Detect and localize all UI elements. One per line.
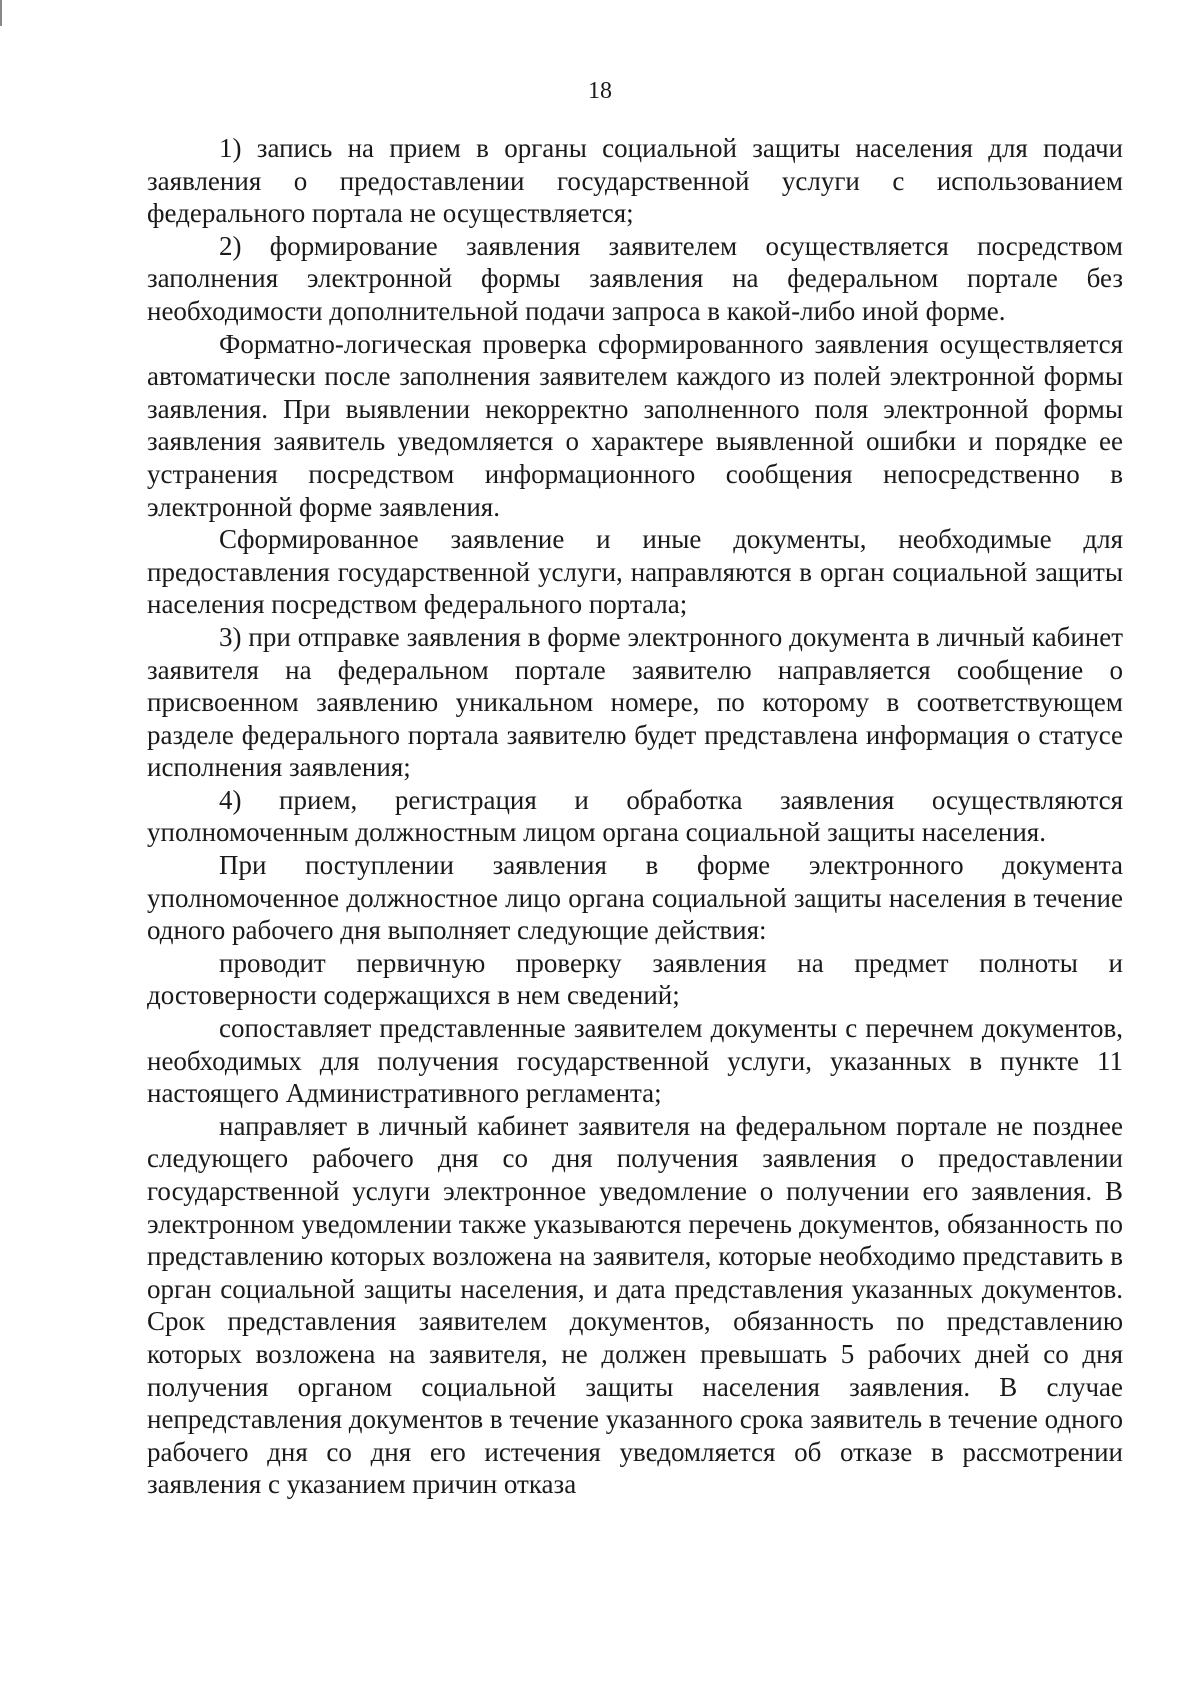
- page-number: 18: [588, 78, 612, 104]
- paragraph-item-1: 1) запись на прием в органы социальной защиты населения для подачи заявления о предоставлении государственной услуги с использованием федерального портала не осуществляется;: [147, 133, 1123, 229]
- scan-edge-mark: [0, 0, 2, 26]
- paragraph-send-notification: направляет в личный кабинет заявителя на федеральном портале не позднее следующего рабочего дня со дня получения заявления о предоставлении государственной услуги электронное уведомление о получении его заявления. В электронном уведомлении также указываются перечень документов, обязанность по представлению которых возложена на заявителя, которые необходимо представить в орган социальной защиты населения, и дата представления указанных документов. Срок представления заявителем документов, обязанность по представлению которых возложена на заявителя, не должен превышать 5 рабочих дней со дня получения органом социальной защиты населения заявления. В случае непредставления документов в течение указанного срока заявитель в течение одного рабочего дня со дня его истечения уведомляется об отказе в рассмотрении заявления с указанием причин отказа: [147, 1110, 1123, 1500]
- paragraph-on-receipt: При поступлении заявления в форме электронного документа уполномоченное должностное лицо органа социальной защиты населения в течение одного рабочего дня выполняет следующие действия:: [147, 850, 1123, 946]
- paragraph-item-4: 4) прием, регистрация и обработка заявления осуществляются уполномоченным должностным лицом органа социальной защиты населения.: [147, 784, 1123, 848]
- paragraph-formed-application: Сформированное заявление и иные документы, необходимые для предоставления государственной услуги, направляются в орган социальной защиты населения посредством федерального портала;: [147, 524, 1123, 620]
- paragraph-compare-documents: сопоставляет представленные заявителем документы с перечнем документов, необходимых для получения государственной услуги, указанных в пункте 11 настоящего Административного регламента;: [147, 1013, 1123, 1109]
- paragraph-primary-check: проводит первичную проверку заявления на предмет полноты и достоверности содержащихся в нем сведений;: [147, 947, 1123, 1011]
- paragraph-item-2: 2) формирование заявления заявителем осуществляется посредством заполнения электронной формы заявления на федеральном портале без необходимости дополнительной подачи запроса в какой-либо иной форме.: [147, 230, 1123, 326]
- paragraph-format-check: Форматно-логическая проверка сформированного заявления осуществляется автоматически после заполнения заявителем каждого из полей электронной формы заявления. При выявлении некорректно заполненного поля электронной формы заявления заявитель уведомляется о характере выявленной ошибки и порядке ее устранения посредством информационного сообщения непосредственно в электронной форме заявления.: [147, 328, 1123, 522]
- document-body: [147, 132, 1123, 1501]
- paragraph-item-3: 3) при отправке заявления в форме электронного документа в личный кабинет заявителя на федеральном портале заявителю направляется сообщение о присвоенном заявлению уникальном номере, по которому в соответствующем разделе федерального портала заявителю будет представлена информация о статусе исполнения заявления;: [147, 621, 1123, 783]
